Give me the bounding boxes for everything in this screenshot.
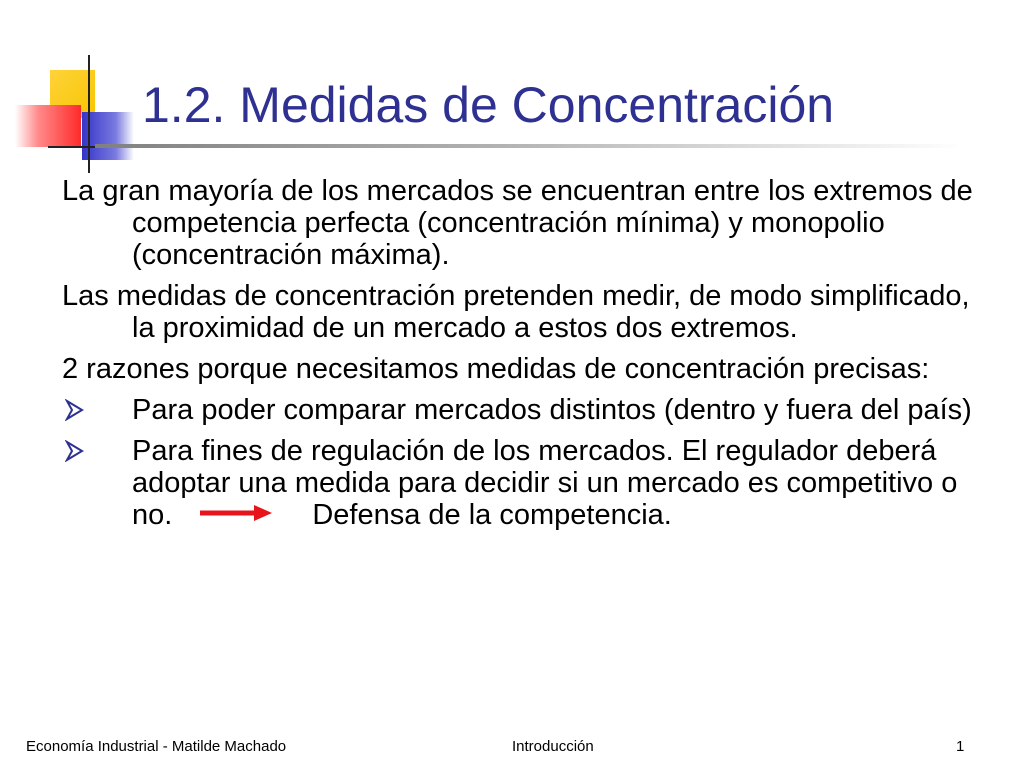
- bullet-item-1: [62, 394, 992, 426]
- paragraph-3: 2 razones porque necesitamos medidas de concentración precisas:: [62, 353, 930, 385]
- paragraph-1: La gran mayoría de los mercados se encuentran entre los extremos de competencia perfecta (concentración mínima) y monopolio (concentración máxima).: [62, 175, 973, 271]
- bullet-text-2-continued: Defensa de la competencia.: [312, 499, 672, 531]
- footer-course: Economía Industrial - Matilde Machado: [26, 738, 287, 755]
- slide-body: [62, 175, 992, 540]
- logo-vertical-line: [88, 55, 90, 173]
- red-right-arrow-icon: [200, 503, 272, 523]
- bullet-text-1: Para poder comparar mercados distintos (dentro y fuera del país): [132, 394, 972, 426]
- arrow-chevron-icon: [65, 440, 85, 462]
- footer-section: Introducción: [512, 738, 594, 755]
- footer-page-number: 1: [956, 738, 965, 755]
- bullet-text-2: Para fines de regulación de los mercados. El regulador deberá adoptar una medida para decidir si un mercado es competitivo o no.: [132, 435, 958, 531]
- title-underline: [95, 144, 965, 148]
- bullet-item-2: [62, 435, 992, 531]
- paragraph-2: Las medidas de concentración pretenden medir, de modo simplificado, la proximidad de un mercado a estos dos extremos.: [62, 280, 970, 344]
- decorative-logo: [0, 0, 160, 180]
- arrow-chevron-icon: [65, 399, 85, 421]
- slide-title: 1.2. Medidas de Concentración: [142, 77, 835, 133]
- red-square: [15, 105, 81, 147]
